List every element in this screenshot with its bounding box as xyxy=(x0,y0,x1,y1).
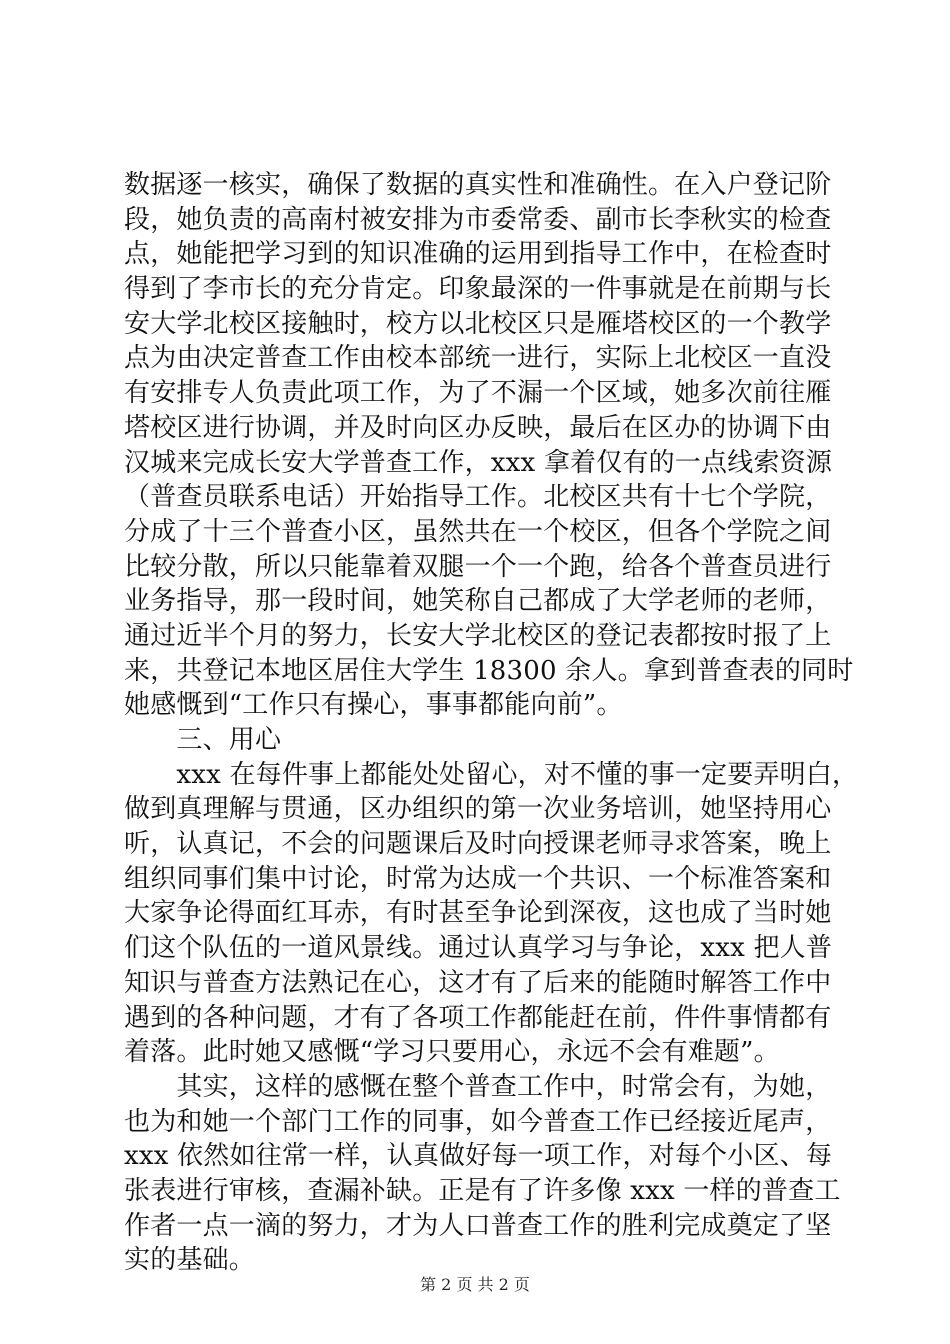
text-line: 通过近半个月的努力，长安大学北校区的登记表都按时报了上 xyxy=(124,620,832,651)
text-line: 做到真理解与贯通，区办组织的第一次业务培训，她坚持用心 xyxy=(124,794,832,825)
text-line: 其实，这样的感慨在整个普查工作中，时常会有，为她， xyxy=(124,1071,832,1102)
text-line: 听，认真记，不会的问题课后及时向授课老师寻求答案，晚上 xyxy=(124,829,832,860)
text-line: xxx 在每件事上都能处处留心，对不懂的事一定要弄明白， xyxy=(124,759,859,790)
text-line: 实的基础。 xyxy=(124,1245,256,1276)
text-line: 数据逐一核实，确保了数据的真实性和准确性。在入户登记阶 xyxy=(124,170,832,200)
text-line: 组织同事们集中讨论，时常为达成一个共识、一个标准答案和 xyxy=(124,863,832,894)
text-line: （普查员联系电话）开始指导工作。北校区共有十七个学院， xyxy=(124,482,832,513)
text-line: 汉城来完成长安大学普查工作，xxx 拿着仅有的一点线索资源 xyxy=(124,447,833,478)
text-line: 也为和她一个部门工作的同事，如今普查工作已经接近尾声， xyxy=(124,1106,832,1137)
text-line: 塔校区进行协调，并及时向区办反映，最后在区办的协调下由 xyxy=(124,412,832,443)
text-line: 分成了十三个普查小区，虽然共在一个校区，但各个学院之间 xyxy=(124,516,832,547)
text-line: 业务指导，那一段时间，她笑称自己都成了大学老师的老师， xyxy=(124,586,832,617)
text-line: 段，她负责的高南村被安排为市委常委、副市长李秋实的检查 xyxy=(124,204,832,235)
text-line: 比较分散，所以只能靠着双腿一个一个跑，给各个普查员进行 xyxy=(124,551,832,582)
text-line: 大家争论得面红耳赤，有时甚至争论到深夜，这也成了当时她 xyxy=(124,898,832,929)
page-footer: 第 2 页 共 2 页 xyxy=(420,1275,530,1294)
text-line: 她感慨到“工作只有操心，事事都能向前”。 xyxy=(124,690,623,721)
text-line: 遇到的各种问题，才有了各项工作都能赶在前，件件事情都有 xyxy=(124,1002,832,1033)
text-line: 作者一点一滴的努力，才为人口普查工作的胜利完成奠定了坚 xyxy=(124,1210,832,1241)
text-line: 有安排专人负责此项工作，为了不漏一个区域，她多次前往雁 xyxy=(124,378,832,409)
text-line: 安大学北校区接触时，校方以北校区只是雁塔校区的一个教学 xyxy=(124,308,832,339)
document-body xyxy=(124,168,859,1278)
text-line: 来，共登记本地区居住大学生 18300 余人。拿到普查表的同时 xyxy=(124,655,854,686)
text-line: 点，她能把学习到的知识准确的运用到指导工作中，在检查时 xyxy=(124,239,832,270)
text-line: 得到了李市长的充分肯定。印象最深的一件事就是在前期与长 xyxy=(124,274,832,305)
text-line: 知识与普查方法熟记在心，这才有了后来的能随时解答工作中 xyxy=(124,967,832,998)
text-line: 三、用心 xyxy=(124,725,282,755)
text-line: xxx 依然如往常一样，认真做好每一项工作，对每个小区、每 xyxy=(124,1141,833,1172)
text-line: 着落。此时她又感慨“学习只要用心，永远不会有难题”。 xyxy=(124,1037,780,1068)
text-line: 张表进行审核，查漏补缺。正是有了许多像 xxx 一样的普查工 xyxy=(124,1175,841,1206)
text-line: 点为由决定普查工作由校本部统一进行，实际上北校区一直没 xyxy=(124,343,832,374)
text-line: 们这个队伍的一道风景线。通过认真学习与争论，xxx 把人普 xyxy=(124,933,833,964)
